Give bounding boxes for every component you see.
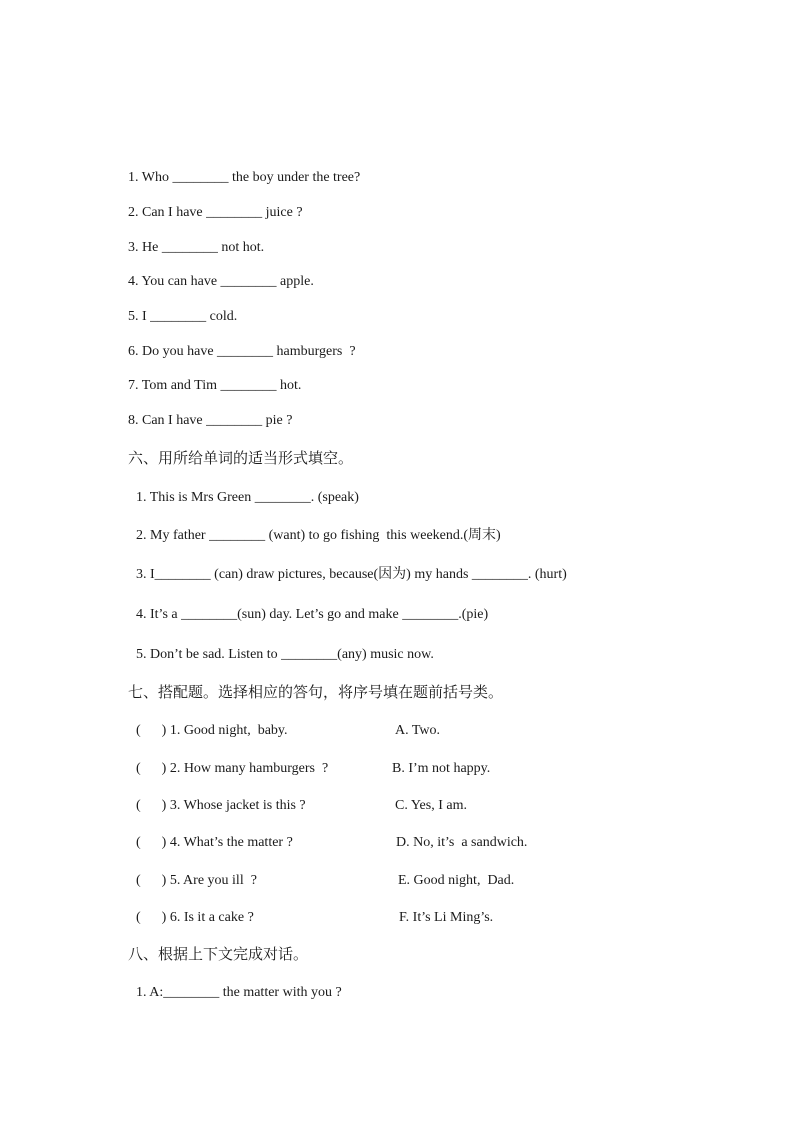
word-form-item-2: 2. My father ________ (want) to go fishing this weekend.(周末) bbox=[136, 528, 501, 543]
match-question-5: ( ) 5. Are you ill ? bbox=[136, 873, 257, 888]
match-answer-c: C. Yes, I am. bbox=[395, 798, 467, 813]
match-answer-f: F. It’s Li Ming’s. bbox=[399, 910, 494, 925]
fill-blank-item-5: 5. I ________ cold. bbox=[128, 309, 238, 324]
section-7-heading: 七、搭配题。选择相应的答句，将序号填在题前括号类。 bbox=[128, 683, 504, 701]
fill-blank-item-4: 4. You can have ________ apple. bbox=[128, 274, 314, 289]
fill-blank-item-3: 3. He ________ not hot. bbox=[128, 240, 265, 255]
word-form-item-1: 1. This is Mrs Green ________. (speak) bbox=[136, 490, 359, 505]
word-form-item-3: 3. I________ (can) draw pictures, because(因为) my hands ________. (hurt) bbox=[136, 567, 567, 582]
match-question-3: ( ) 3. Whose jacket is this ? bbox=[136, 798, 306, 813]
match-answer-d: D. No, it’s a sandwich. bbox=[396, 835, 528, 850]
match-question-4: ( ) 4. What’s the matter ? bbox=[136, 835, 293, 850]
dialogue-item-1: 1. A:________ the matter with you ? bbox=[136, 985, 342, 1000]
match-answer-a: A. Two. bbox=[395, 723, 441, 738]
fill-blank-item-7: 7. Tom and Tim ________ hot. bbox=[128, 378, 302, 393]
word-form-item-5: 5. Don’t be sad. Listen to ________(any) music now. bbox=[136, 647, 434, 662]
match-question-6: ( ) 6. Is it a cake ? bbox=[136, 910, 254, 925]
match-answer-b: B. I’m not happy. bbox=[392, 761, 491, 776]
fill-blank-item-8: 8. Can I have ________ pie ? bbox=[128, 413, 293, 428]
match-question-2: ( ) 2. How many hamburgers ? bbox=[136, 761, 329, 776]
section-6-heading: 六、用所给单词的适当形式填空。 bbox=[128, 449, 354, 467]
fill-blank-item-6: 6. Do you have ________ hamburgers ? bbox=[128, 344, 356, 359]
section-8-heading: 八、根据上下文完成对话。 bbox=[128, 945, 309, 963]
word-form-item-4: 4. It’s a ________(sun) day. Let’s go and make ________.(pie) bbox=[136, 607, 489, 622]
fill-blank-item-2: 2. Can I have ________ juice ? bbox=[128, 205, 303, 220]
fill-blank-item-1: 1. Who ________ the boy under the tree? bbox=[128, 170, 361, 185]
match-answer-e: E. Good night, Dad. bbox=[398, 873, 515, 888]
match-question-1: ( ) 1. Good night, baby. bbox=[136, 723, 288, 738]
